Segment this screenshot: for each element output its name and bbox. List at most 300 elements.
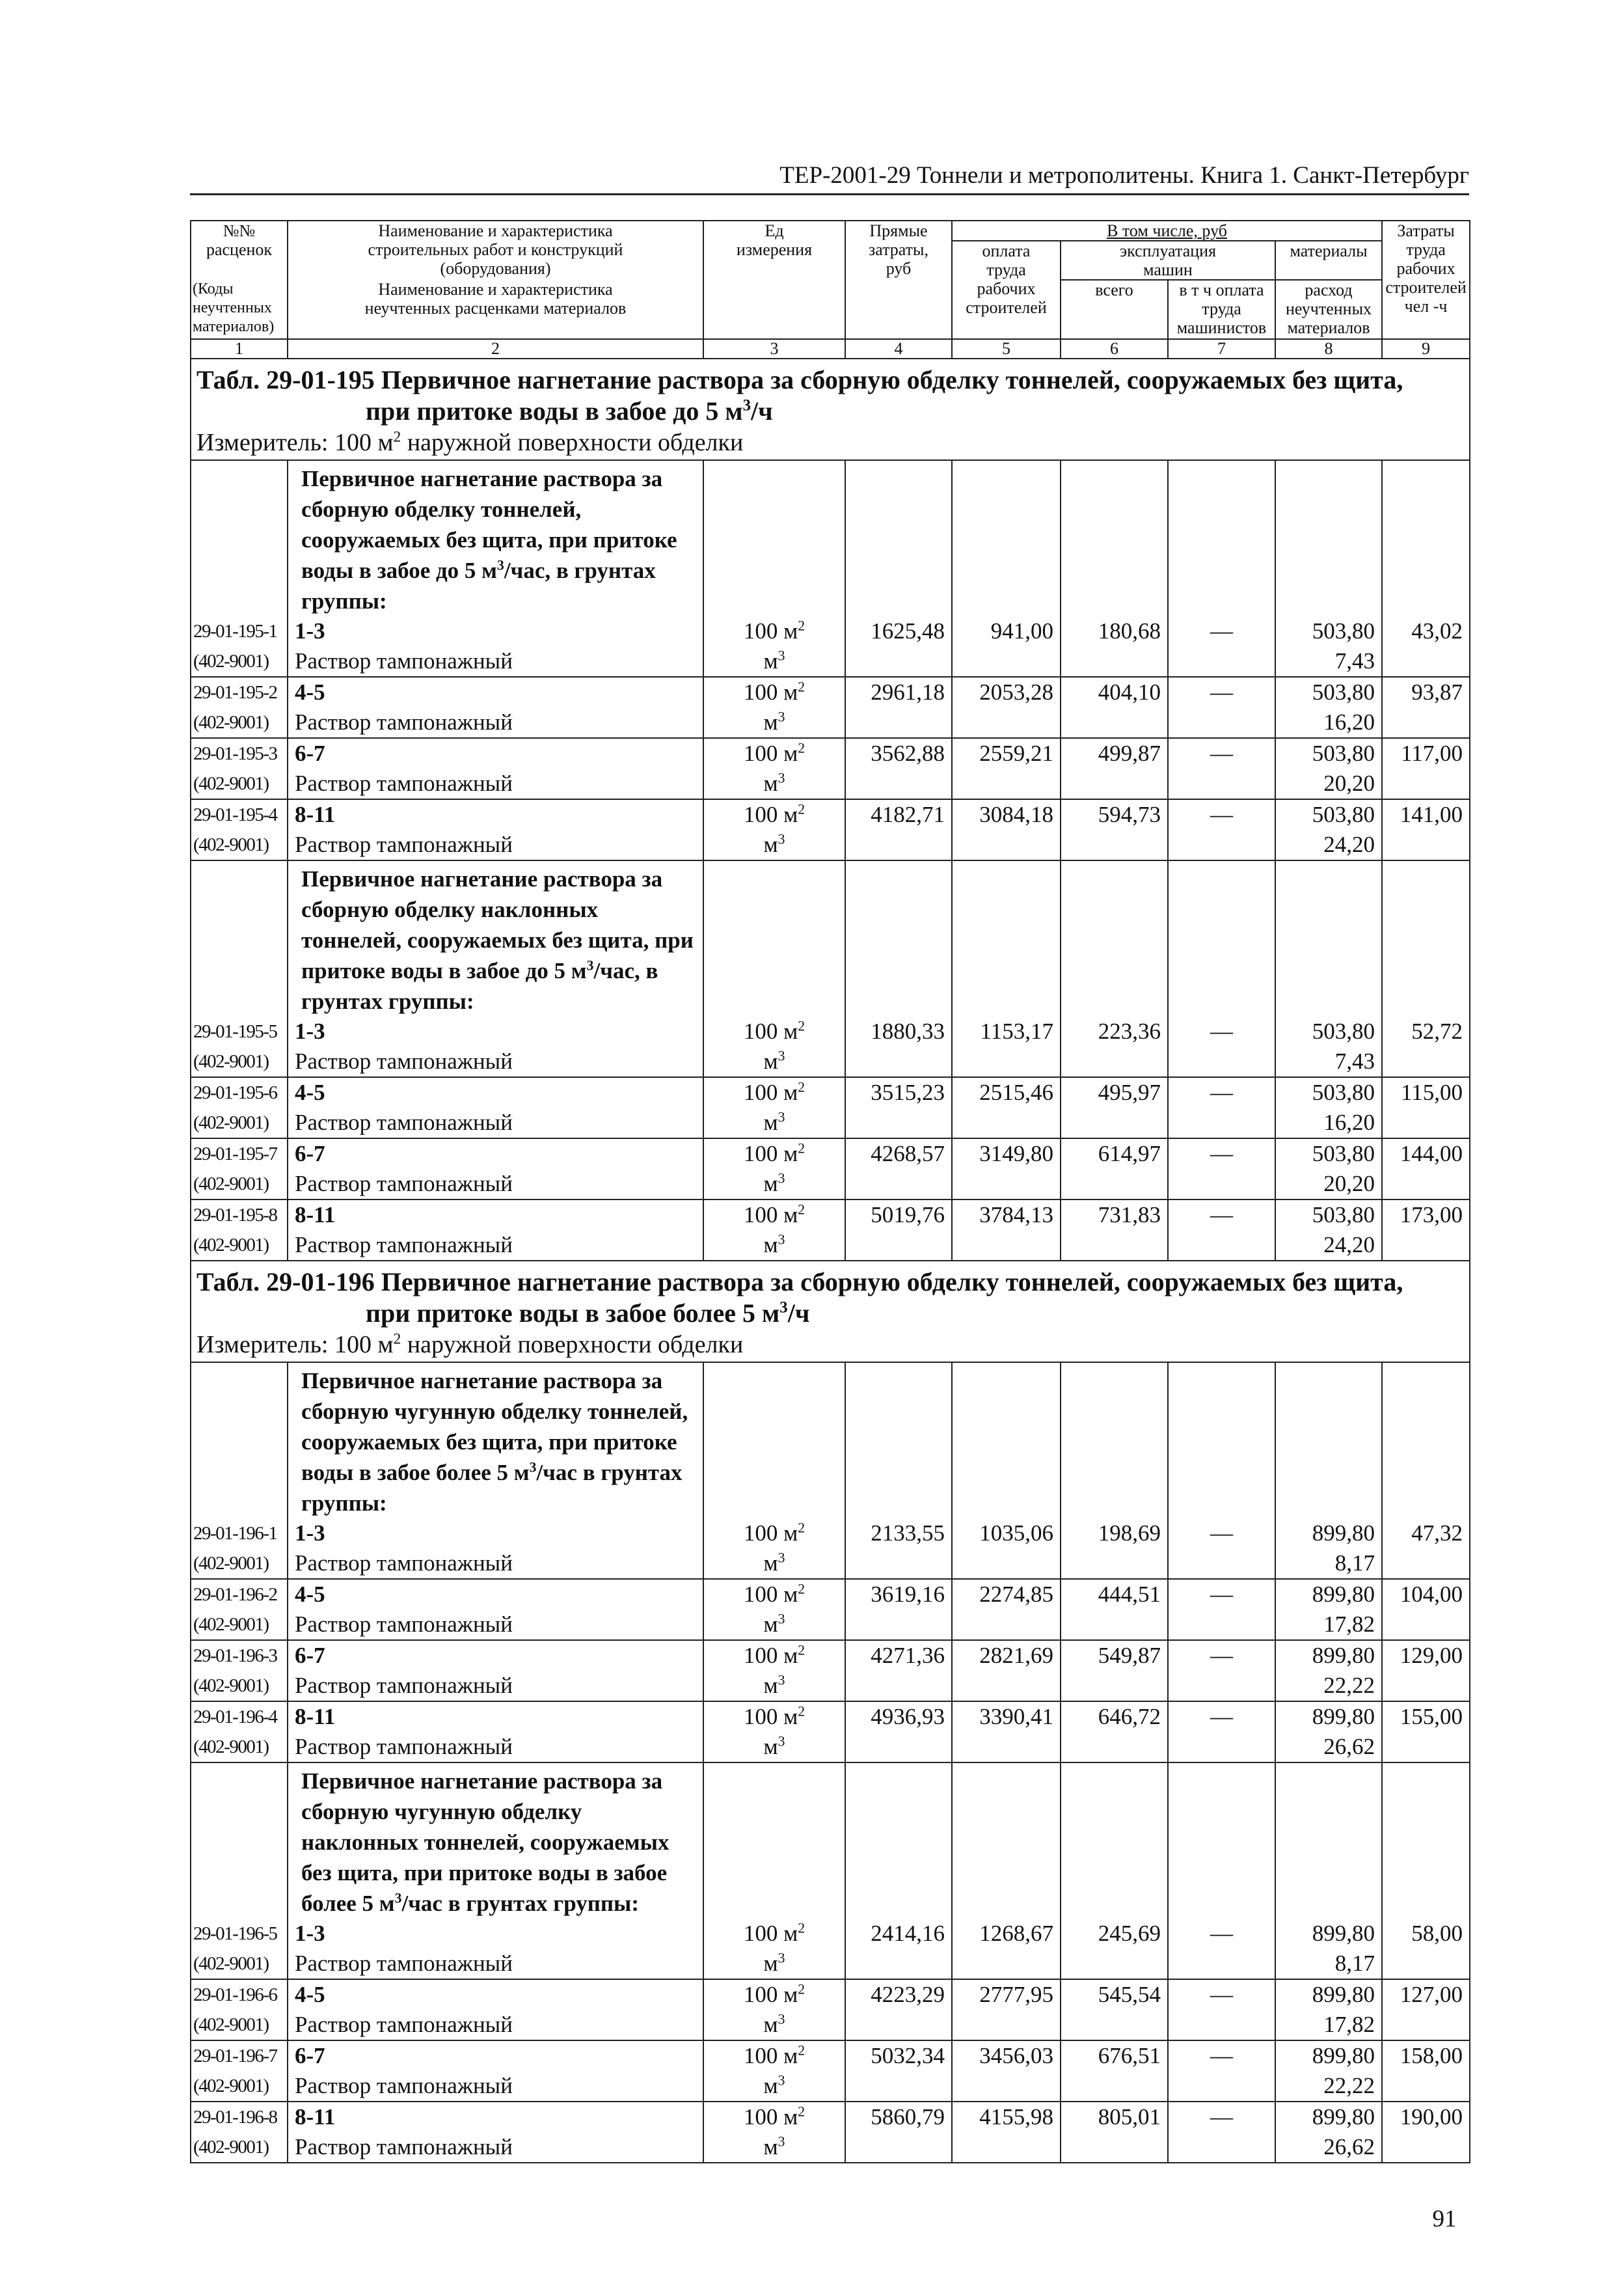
rate-code-cell (191, 860, 288, 1077)
rate-code: 29-01-196-3 (193, 1645, 277, 1666)
soil-group: 6-7 (295, 2043, 325, 2068)
header-rule (190, 193, 1469, 195)
material-quantity: 22,22 (1323, 1673, 1375, 1698)
work-unit (704, 1580, 845, 1610)
material-unit (704, 2010, 845, 2040)
soil-group: 4-5 (295, 1080, 325, 1105)
materials-cost: 899,80 (1312, 1643, 1375, 1668)
soil-group: 4-5 (295, 1582, 325, 1607)
material-unit (704, 1671, 845, 1701)
header-row-1 (191, 221, 1470, 241)
direct-cost: 4182,71 (871, 802, 945, 827)
materials-cell (1275, 1762, 1382, 1979)
rate-code-cell (191, 460, 288, 677)
worker-wage: 2777,95 (979, 1982, 1053, 2007)
materials-cost: 899,80 (1312, 2104, 1375, 2130)
machinist-wage: — (1210, 1080, 1233, 1105)
material-name: Раствор тампонажный (295, 2073, 513, 2098)
direct-cost-cell (845, 799, 952, 860)
material-name: Раствор тампонажный (295, 1049, 513, 1074)
materials-wrap (1276, 1139, 1375, 1199)
col2-head-c: (оборудования) (440, 259, 551, 278)
work-unit-a: 100 м (743, 1704, 798, 1729)
materials-cost: 899,80 (1312, 1921, 1375, 1946)
machinist-wage: — (1210, 1141, 1233, 1166)
group-description-sup: 3 (529, 1459, 537, 1475)
rate-name-wrap (295, 2102, 703, 2162)
machine-cost-cell (1061, 860, 1168, 1077)
materials-wrap (1276, 1702, 1375, 1762)
material-name: Раствор тампонажный (295, 832, 513, 857)
machine-cost-cell (1061, 1762, 1168, 1979)
soil-group: 6-7 (295, 741, 325, 766)
materials-cost: 503,80 (1312, 1202, 1375, 1227)
rate-name-wrap (295, 1702, 703, 1762)
table-title-line2-sup: 3 (779, 1298, 788, 1317)
col-index-8: 8 (1275, 339, 1382, 359)
unit-wrap (704, 1518, 845, 1578)
rate-code-cell (191, 1138, 288, 1199)
direct-cost-cell (845, 860, 952, 1077)
direct-cost: 5860,79 (871, 2104, 945, 2130)
material-unit-sup: 3 (778, 1733, 785, 1749)
materials-cell (1275, 677, 1382, 738)
measure-sup: 2 (393, 428, 401, 446)
unit-wrap (704, 678, 845, 737)
machine-cost: 223,36 (1098, 1019, 1161, 1044)
soil-group: 6-7 (295, 1643, 325, 1668)
col7-head-a: в т ч оплата (1179, 281, 1264, 299)
work-unit-a: 100 м (743, 618, 798, 644)
table-row (191, 1701, 1470, 1762)
work-unit-sup: 2 (798, 1140, 805, 1157)
unit-cell (703, 460, 845, 677)
unit-wrap (704, 1200, 845, 1260)
labor-hours: 155,00 (1400, 1704, 1463, 1729)
work-unit-sup: 2 (798, 1079, 805, 1095)
table-row (191, 460, 1470, 677)
worker-wage: 3784,13 (979, 1202, 1053, 1227)
col3-head-b: измерения (736, 240, 813, 259)
machinist-wage: — (1210, 1704, 1233, 1729)
rate-code: 29-01-195-7 (193, 1144, 277, 1164)
direct-cost: 2133,55 (871, 1520, 945, 1546)
rate-code-cell (191, 1979, 288, 2040)
column-index-row (191, 339, 1470, 359)
labor-hours: 52,72 (1411, 1019, 1463, 1044)
unit-cell (703, 1640, 845, 1701)
labor-cell (1382, 1701, 1470, 1762)
group-description-sup: 3 (497, 557, 504, 573)
materials-cell (1275, 738, 1382, 799)
materials-wrap (1276, 1017, 1375, 1076)
material-unit-a: м (763, 1049, 778, 1074)
material-code: (402-9001) (193, 1614, 269, 1635)
unit-wrap (704, 1017, 845, 1076)
materials-wrap (1276, 1980, 1375, 2040)
unit-wrap (704, 1641, 845, 1701)
machine-cost-cell (1061, 1640, 1168, 1701)
col5-head-b: труда (986, 260, 1026, 279)
labor-cell (1382, 1762, 1470, 1979)
materials-wrap (1276, 1580, 1375, 1639)
machine-cost: 180,68 (1098, 618, 1161, 644)
table-row (191, 1762, 1470, 1979)
rate-name-cell (288, 1701, 703, 1762)
material-name: Раствор тампонажный (295, 709, 513, 735)
worker-wage: 3149,80 (979, 1141, 1053, 1166)
group-description (295, 1763, 703, 1919)
machinist-wage: — (1210, 802, 1233, 827)
labor-hours: 47,32 (1411, 1520, 1463, 1546)
rate-name-cell (288, 860, 703, 1077)
direct-cost-cell (845, 1077, 952, 1138)
material-quantity: 8,17 (1334, 1951, 1375, 1976)
group-description-sup: 3 (586, 957, 594, 974)
material-unit (704, 1610, 845, 1639)
material-name: Раствор тампонажный (295, 1110, 513, 1135)
materials-wrap (1276, 616, 1375, 676)
work-unit-sup: 2 (798, 1642, 805, 1658)
material-unit-a: м (763, 2012, 778, 2037)
machinist-wage-cell (1168, 1199, 1275, 1261)
rate-name-cell (288, 1138, 703, 1199)
rate-code-wrap (193, 2041, 287, 2101)
worker-wage-cell (952, 1640, 1061, 1701)
col8-head-b: неучтенных (1285, 299, 1372, 318)
material-unit-a: м (763, 648, 778, 674)
material-code: (402-9001) (193, 834, 269, 855)
worker-wage-cell (952, 2102, 1061, 2163)
machinist-wage: — (1210, 1921, 1233, 1946)
rate-code: 29-01-196-2 (193, 1584, 277, 1605)
rate-code-wrap (193, 739, 287, 799)
table-row (191, 2040, 1470, 2102)
worker-wage-cell (952, 1979, 1061, 2040)
worker-wage-cell (952, 860, 1061, 1077)
material-unit (704, 707, 845, 737)
rate-name-wrap (295, 616, 703, 676)
table-row (191, 1138, 1470, 1199)
rate-name-cell (288, 1640, 703, 1701)
material-code: (402-9001) (193, 2014, 269, 2035)
direct-cost-cell (845, 1640, 952, 1701)
materials-cell (1275, 1579, 1382, 1640)
rate-name-wrap (295, 1641, 703, 1701)
work-unit (704, 1017, 845, 1047)
soil-group: 1-3 (295, 1019, 325, 1044)
material-quantity: 7,43 (1334, 648, 1375, 674)
labor-cell (1382, 1199, 1470, 1261)
materials-wrap (1276, 2102, 1375, 2162)
rate-name-cell (288, 677, 703, 738)
direct-cost-cell (845, 1199, 952, 1261)
machinist-wage-cell (1168, 1640, 1275, 1701)
direct-cost-cell (845, 738, 952, 799)
table-row (191, 1579, 1470, 1640)
col-index-5: 5 (952, 339, 1061, 359)
unit-wrap (704, 2041, 845, 2101)
work-unit-sup: 2 (798, 1581, 805, 1597)
direct-cost: 1625,48 (871, 618, 945, 644)
work-unit (704, 1702, 845, 1732)
rate-name-cell (288, 738, 703, 799)
worker-wage: 4155,98 (979, 2104, 1053, 2130)
materials-cost: 899,80 (1312, 1982, 1375, 2007)
material-name: Раствор тампонажный (295, 1673, 513, 1698)
rate-name-wrap (295, 1580, 703, 1639)
direct-cost: 5032,34 (871, 2043, 945, 2068)
labor-hours: 127,00 (1400, 1982, 1463, 2007)
materials-head: материалы (1290, 241, 1368, 260)
work-unit-sup: 2 (798, 1201, 805, 1218)
machinist-wage: — (1210, 2104, 1233, 2130)
rate-name-wrap (295, 1139, 703, 1199)
material-quantity: 26,62 (1323, 1734, 1375, 1759)
labor-cell (1382, 2040, 1470, 2102)
col5-head-c: рабочих (977, 279, 1036, 298)
table-row (191, 1362, 1470, 1579)
col2-head-e: неучтенных расценками материалов (364, 299, 627, 318)
worker-wage-cell (952, 738, 1061, 799)
col9-head-b: труда (1406, 240, 1446, 259)
material-code: (402-9001) (193, 1953, 269, 1974)
table-row (191, 1199, 1470, 1261)
rate-code-cell (191, 2102, 288, 2163)
rate-code-wrap (193, 678, 287, 737)
col8-head-c: материалов (1287, 318, 1370, 337)
worker-wage: 2053,28 (979, 679, 1053, 705)
group-description-b: /час в грунтах группы: (401, 1891, 640, 1916)
rate-name-wrap (295, 2041, 703, 2101)
table-title-line2-b: /ч (787, 1298, 810, 1328)
work-unit-a: 100 м (743, 741, 798, 766)
material-quantity: 16,20 (1323, 709, 1375, 735)
labor-hours: 190,00 (1400, 2104, 1463, 2130)
soil-group: 1-3 (295, 1520, 325, 1546)
rate-code: 29-01-195-6 (193, 1082, 277, 1103)
material-unit-sup: 3 (778, 1950, 785, 1966)
rate-code-cell (191, 738, 288, 799)
direct-cost: 5019,76 (871, 1202, 945, 1227)
machine-cost-cell (1061, 1579, 1168, 1640)
rate-name-cell (288, 2040, 703, 2102)
unit-wrap (704, 1580, 845, 1639)
table-title-line2-sup: 3 (742, 396, 751, 415)
materials-cost: 899,80 (1312, 2043, 1375, 2068)
labor-cell (1382, 1579, 1470, 1640)
machine-cost: 198,69 (1098, 1520, 1161, 1546)
work-unit-sup: 2 (798, 740, 805, 756)
machine-cost: 646,72 (1098, 1704, 1161, 1729)
material-unit-a: м (763, 2073, 778, 2098)
table-row (191, 860, 1470, 1077)
materials-wrap (1276, 739, 1375, 799)
unit-wrap (704, 1919, 845, 1979)
work-unit-a: 100 м (743, 1202, 798, 1227)
machinist-wage-cell (1168, 1077, 1275, 1138)
materials-cell (1275, 2102, 1382, 2163)
material-unit-sup: 3 (778, 709, 785, 725)
rate-code-cell (191, 1579, 288, 1640)
machinist-wage: — (1210, 1643, 1233, 1668)
material-name: Раствор тампонажный (295, 648, 513, 674)
material-code: (402-9001) (193, 1112, 269, 1133)
col-index-4: 4 (845, 339, 952, 359)
machinist-wage: — (1210, 1582, 1233, 1607)
material-quantity: 24,20 (1323, 832, 1375, 857)
materials-cost: 503,80 (1312, 1080, 1375, 1105)
direct-cost: 3515,23 (871, 1080, 945, 1105)
table-measure (191, 1330, 1470, 1362)
material-code: (402-9001) (193, 2076, 269, 2096)
direct-cost-cell (845, 2102, 952, 2163)
materials-cost: 899,80 (1312, 1704, 1375, 1729)
machine-cost-cell (1061, 1138, 1168, 1199)
measure-sup: 2 (393, 1330, 401, 1348)
materials-cost: 503,80 (1312, 741, 1375, 766)
labor-cell (1382, 860, 1470, 1077)
table-title-row (191, 1261, 1470, 1330)
unit-wrap (704, 2102, 845, 2162)
unit-cell (703, 1579, 845, 1640)
machine-cost: 805,01 (1098, 2104, 1161, 2130)
materials-wrap (1276, 2041, 1375, 2101)
worker-wage-cell (952, 460, 1061, 677)
machine-cost-cell (1061, 677, 1168, 738)
materials-cell (1275, 1138, 1382, 1199)
material-name: Раствор тампонажный (295, 1611, 513, 1637)
worker-wage: 3390,41 (979, 1704, 1053, 1729)
col9-head-c: рабочих (1396, 259, 1455, 278)
worker-wage: 2821,69 (979, 1643, 1053, 1668)
measure-a: Измеритель: 100 м (196, 1331, 394, 1358)
work-unit-sup: 2 (798, 2104, 805, 2120)
rate-name-cell (288, 1077, 703, 1138)
unit-cell (703, 1762, 845, 1979)
rate-name-cell (288, 1362, 703, 1579)
labor-hours: 43,02 (1411, 618, 1463, 644)
machine-cost-cell (1061, 1979, 1168, 2040)
work-unit-a: 100 м (743, 1982, 798, 2007)
machinist-wage-cell (1168, 1138, 1275, 1199)
table-row (191, 1077, 1470, 1138)
rate-name-wrap (295, 800, 703, 860)
machine-cost: 499,87 (1098, 741, 1161, 766)
col-index-3: 3 (703, 339, 845, 359)
labor-hours: 93,87 (1411, 679, 1463, 705)
machine-cost-cell (1061, 1199, 1168, 1261)
material-unit-a: м (763, 1611, 778, 1637)
material-unit (704, 830, 845, 860)
worker-wage: 1035,06 (979, 1520, 1053, 1546)
material-quantity: 16,20 (1323, 1110, 1375, 1135)
col-index-9: 9 (1382, 339, 1470, 359)
col4-head-b: затраты, (868, 240, 928, 259)
material-unit (704, 2071, 845, 2101)
worker-wage: 3084,18 (979, 802, 1053, 827)
work-unit-sup: 2 (798, 1018, 805, 1034)
labor-hours: 144,00 (1400, 1141, 1463, 1166)
material-code: (402-9001) (193, 712, 269, 733)
soil-group: 1-3 (295, 1921, 325, 1946)
rate-code: 29-01-195-2 (193, 682, 277, 703)
col9-head-e: чел -ч (1404, 297, 1448, 316)
labor-cell (1382, 1138, 1470, 1199)
col1-head-c: (Коды (193, 281, 234, 297)
work-unit-a: 100 м (743, 802, 798, 827)
direct-cost: 4268,57 (871, 1141, 945, 1166)
rate-code-cell (191, 1077, 288, 1138)
work-unit-sup: 2 (798, 801, 805, 817)
materials-cell (1275, 860, 1382, 1077)
table-measure-row (191, 1330, 1470, 1362)
labor-cell (1382, 2102, 1470, 2163)
material-quantity: 17,82 (1323, 2012, 1375, 2037)
rate-code: 29-01-195-5 (193, 1021, 277, 1042)
unit-wrap (704, 616, 845, 676)
direct-cost-cell (845, 1979, 952, 2040)
material-unit-a: м (763, 2134, 778, 2159)
material-code: (402-9001) (193, 1235, 269, 1255)
worker-wage: 2515,46 (979, 1080, 1053, 1105)
measure-b: наружной поверхности обделки (401, 1331, 744, 1358)
work-unit-a: 100 м (743, 1921, 798, 1946)
machine-cost-cell (1061, 799, 1168, 860)
material-unit-sup: 3 (778, 1231, 785, 1248)
rate-code: 29-01-195-1 (193, 621, 277, 642)
machinist-wage-cell (1168, 1362, 1275, 1579)
material-quantity: 22,22 (1323, 2073, 1375, 2098)
materials-cell (1275, 1362, 1382, 1579)
material-unit-sup: 3 (778, 2133, 785, 2150)
material-name: Раствор тампонажный (295, 1232, 513, 1257)
work-unit-sup: 2 (798, 1920, 805, 1936)
worker-wage-cell (952, 2040, 1061, 2102)
unit-cell (703, 1199, 845, 1261)
col7-head-b: труда (1202, 299, 1241, 318)
worker-wage-cell (952, 677, 1061, 738)
table-row (191, 677, 1470, 738)
work-unit (704, 1078, 845, 1108)
rate-code-cell (191, 799, 288, 860)
rate-name-wrap (295, 1518, 703, 1578)
worker-wage-cell (952, 1762, 1061, 1979)
machine-cost-cell (1061, 2102, 1168, 2163)
machine-cost: 545,54 (1098, 1982, 1161, 2007)
work-unit-a: 100 м (743, 1019, 798, 1044)
table-title (191, 359, 1470, 428)
direct-cost: 3562,88 (871, 741, 945, 766)
page-number: 91 (1432, 2206, 1457, 2232)
group-description-b: /час, в грунтах группы: (301, 958, 658, 1014)
labor-hours: 173,00 (1400, 1202, 1463, 1227)
unit-cell (703, 1077, 845, 1138)
group-description-sup: 3 (394, 1890, 402, 1906)
work-unit (704, 2041, 845, 2071)
unit-cell (703, 677, 845, 738)
soil-group: 8-11 (295, 1704, 336, 1729)
group-description-a: Первичное нагнетание раствора за сборную обделку наклонных тоннелей, сооружаемых без щита, при притоке воды в забое до 5 м (301, 866, 694, 983)
material-quantity: 7,43 (1334, 1049, 1375, 1074)
work-unit (704, 1919, 845, 1949)
rates-table (190, 220, 1470, 2163)
worker-wage: 1153,17 (980, 1019, 1053, 1044)
work-unit-a: 100 м (743, 1643, 798, 1668)
direct-cost-cell (845, 1762, 952, 1979)
work-unit-sup: 2 (798, 1520, 805, 1536)
unit-wrap (704, 1702, 845, 1762)
